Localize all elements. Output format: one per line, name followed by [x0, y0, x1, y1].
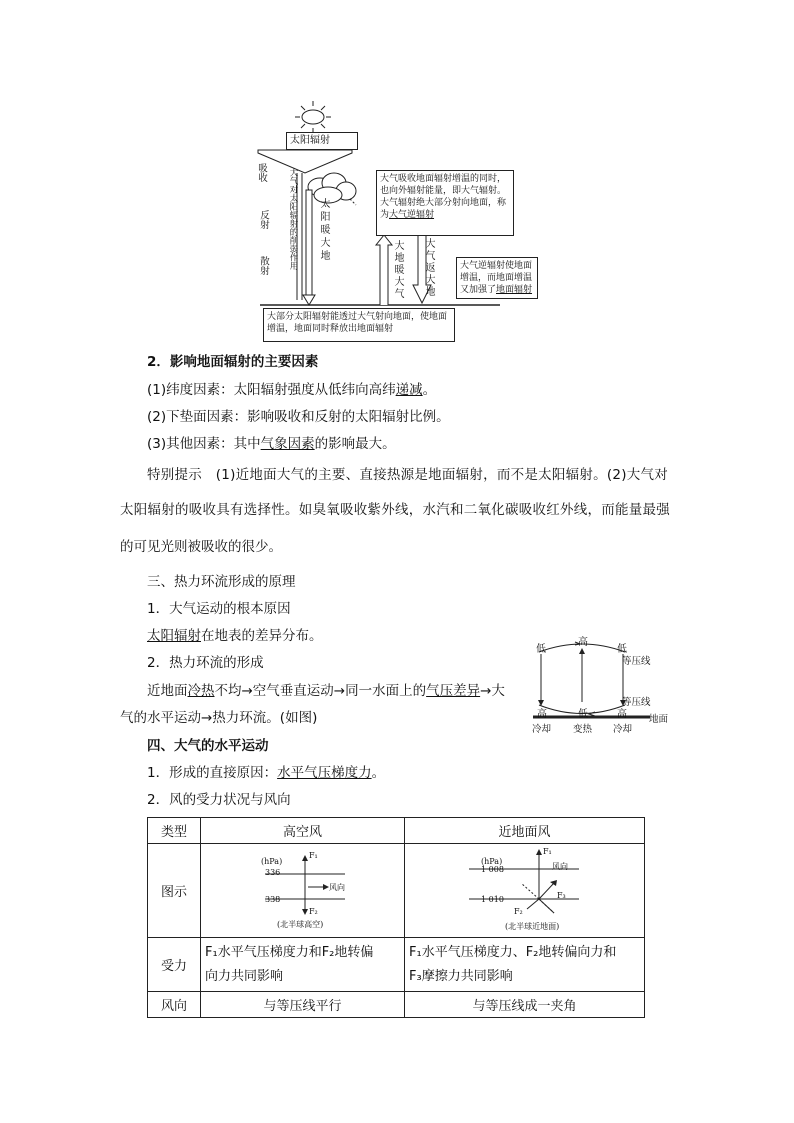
table-header-high: 高空风 [201, 818, 405, 844]
cloud-icon [308, 173, 356, 203]
high-wind-figure-cell [201, 844, 405, 938]
sun-icon [295, 101, 331, 133]
latitude-factor: (1)纬度因素：太阳辐射强度从低纬向高纬递减。 [147, 382, 437, 398]
low-f3: F₃ [557, 890, 566, 900]
direct-cause: 1．形成的直接原因：水平气压梯度力。 [147, 765, 386, 781]
low-wind-label: 风向 [552, 861, 568, 871]
section4-title: 四、大气的水平运动 [147, 738, 269, 754]
other-factor: (3)其他因素：其中气象因素的影响最大。 [147, 436, 396, 452]
high-f1: F₁ [309, 850, 318, 860]
circulation-line-1: 近地面冷热不均→空气垂直运动→同一水面上的气压差异→大 [147, 683, 505, 699]
bottom-high-right: 高 [617, 709, 627, 720]
ground-radiation-box: 大气逆辐射使地面增温，而地面增温又加强了地面辐射 [456, 257, 538, 299]
low-direction-cell: 与等压线成一夹角 [405, 992, 645, 1018]
isobar-top: 等压线 [622, 656, 651, 667]
high-wind-label: 风向 [329, 882, 345, 892]
absorb-label: 吸收 [256, 163, 267, 182]
row-figure-label: 图示 [148, 844, 201, 938]
temp-left: 冷却 [532, 724, 552, 735]
table-row [148, 844, 645, 938]
counter-radiation-box: 大气吸收地面辐射增温的同时，也向外辐射能量，即大气辐射。大气辐射绝大部分射向地面，称为大气逆辐射 [376, 170, 514, 236]
section3-sub2: 2．热力环流的形成 [147, 655, 264, 671]
section2-title: 2．影响地面辐射的主要因素 [147, 354, 319, 370]
ground-label: 地面 [649, 714, 669, 725]
isobar-bottom: 等压线 [622, 697, 651, 708]
low-caption: (北半球近地面) [505, 921, 560, 931]
ground-warm-air-label: 大地暖大气 [392, 240, 403, 300]
circulation-line-2: 气的水平运动→热力环流。(如图) [120, 710, 318, 726]
row-force-label: 受力 [148, 938, 201, 992]
low-p1: 1 008 [481, 864, 504, 874]
high-p1: 336 [265, 867, 281, 877]
root-cause: 太阳辐射在地表的差异分布。 [147, 628, 323, 644]
high-caption: (北半球高空) [277, 919, 324, 929]
section3-title: 三、热力环流形成的原理 [147, 574, 296, 590]
reflect-label: 反射 [258, 210, 269, 229]
high-force-cell: F₁水平气压梯度力和F₂地转偏 向力共同影响 [201, 938, 405, 992]
high-p2: 338 [265, 894, 281, 904]
table-row [148, 818, 645, 844]
high-f2: F₂ [309, 906, 318, 916]
top-low-left: 低 [536, 644, 546, 655]
warm-ground-label: 太阳暖大地 [318, 198, 329, 263]
row-direction-label: 风向 [148, 992, 201, 1018]
solar-radiation-box: 太阳辐射 [286, 132, 358, 150]
force-wind-title: 2．风的受力状况与风向 [147, 792, 291, 808]
low-f2: F₂ [514, 906, 523, 916]
low-p2: 1 010 [481, 894, 504, 904]
scatter-label: 散射 [258, 256, 269, 275]
high-direction-cell: 与等压线平行 [201, 992, 405, 1018]
bottom-low: 低 [578, 709, 588, 720]
table-header-low: 近地面风 [405, 818, 645, 844]
low-wind-figure-cell [405, 844, 645, 938]
temp-mid: 变热 [573, 724, 593, 735]
top-high: 高 [578, 637, 588, 648]
low-force-cell: F₁水平气压梯度力、F₂地转偏向力和 F₃摩擦力共同影响 [405, 938, 645, 992]
note-line-1: 特别提示 (1)近地面大气的主要、直接热源是地面辐射，而不是太阳辐射。(2)大气对 [147, 467, 668, 483]
bottom-high-left: 高 [537, 709, 547, 720]
solar-penetration-box: 大部分太阳辐射能透过大气射向地面，使地面增温，地面同时释放出地面辐射 [263, 308, 455, 342]
table-row [148, 992, 645, 1018]
low-f1: F₁ [543, 846, 552, 856]
high-unit: (hPa) [261, 856, 283, 866]
section3-sub1: 1．大气运动的根本原因 [147, 601, 291, 617]
surface-factor: (2)下垫面因素：影响吸收和反射的太阳辐射比例。 [147, 409, 450, 425]
wind-table [147, 817, 645, 1018]
temp-right: 冷却 [613, 724, 633, 735]
table-header-type: 类型 [148, 818, 201, 844]
top-low-right: 低 [617, 644, 627, 655]
weaken-label: 大气对太阳辐射的削弱作用 [288, 168, 298, 270]
air-return-label: 大气返大地 [423, 238, 434, 298]
low-unit: (hPa) [481, 856, 503, 866]
table-row [148, 938, 645, 992]
note-line-2: 太阳辐射的吸收具有选择性。如臭氧吸收紫外线，水汽和二氧化碳吸收红外线，而能量最强 [120, 502, 670, 518]
note-line-3: 的可见光则被吸收的很少。 [120, 539, 282, 555]
